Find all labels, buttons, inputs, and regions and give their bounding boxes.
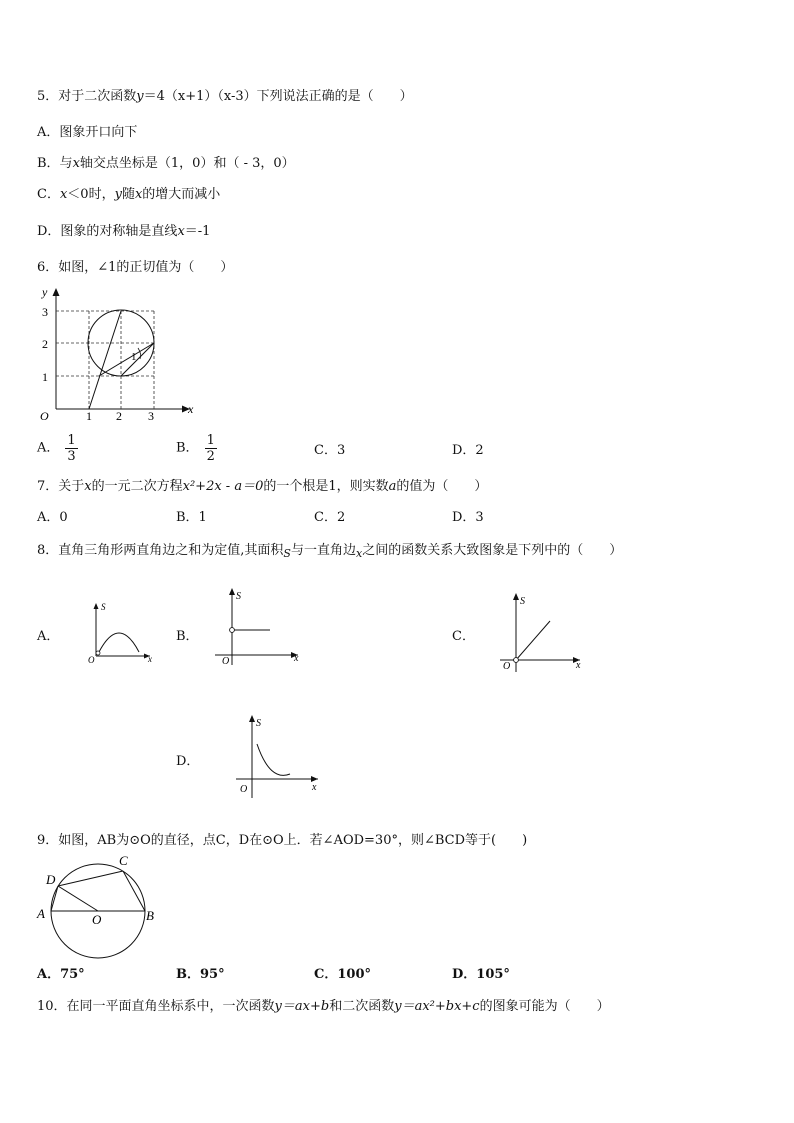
- q8-stem-text2: 与一直角边: [290, 543, 356, 558]
- q9-segment-od: [58, 886, 98, 911]
- q6-option-a-denominator: 3: [67, 449, 76, 464]
- q8-c-o-label: O: [503, 661, 511, 672]
- q8-a-curve: [99, 633, 139, 652]
- q6-option-b-fraction: [205, 433, 217, 464]
- q6-option-b[interactable]: [176, 433, 217, 464]
- q5-option-d-rest: ＝-1: [184, 224, 211, 239]
- q8-option-c[interactable]: C．: [452, 629, 475, 644]
- q5-option-b-text: B．与: [37, 156, 73, 171]
- q8-graph-d: [232, 712, 324, 802]
- q6-line-chord: [89, 311, 121, 409]
- q8-d-o-label: O: [240, 784, 248, 795]
- q8-option-d[interactable]: D．: [176, 754, 200, 769]
- q8-c-x-label: x: [576, 660, 581, 671]
- q8-a-o-label: O: [88, 655, 95, 665]
- q5-option-d-text: D．图象的对称轴是直线: [37, 224, 178, 239]
- q5-option-c-var2: y: [114, 187, 122, 202]
- q8-a-s-label: S: [101, 602, 106, 612]
- q5-option-c-var3: x: [134, 187, 143, 202]
- q6-tick-y1: 1: [42, 370, 48, 384]
- q6-option-a-numerator: 1: [67, 433, 76, 448]
- q7-stem-text2: 的一元二次方程: [91, 479, 183, 494]
- q6-origin-label: O: [40, 409, 49, 423]
- q9-label-d: D: [46, 872, 56, 887]
- q7-var-a: a: [388, 479, 397, 494]
- q6-y-label: y: [42, 285, 48, 299]
- q7-option-b[interactable]: B．1: [176, 510, 207, 525]
- q8-d-x-label: x: [312, 782, 317, 793]
- q9-option-a[interactable]: A．75°: [37, 967, 85, 982]
- q5-option-c-label: C．: [37, 187, 60, 202]
- q5-fn-var: y: [136, 89, 144, 104]
- q5-stem: [37, 89, 413, 105]
- q5-option-a[interactable]: A．图象开口向下: [37, 125, 138, 140]
- q6-option-d[interactable]: D．2: [452, 443, 484, 458]
- q6-tick-x3: 3: [148, 409, 154, 423]
- q9-option-c[interactable]: C．100°: [314, 967, 371, 982]
- q8-b-s-label: S: [236, 591, 241, 602]
- q5-option-c[interactable]: [37, 187, 220, 203]
- q9-segment-cb: [123, 871, 145, 911]
- q7-stem-text3: 的一个根是1，则实数: [263, 479, 389, 494]
- q8-stem-text1: 8．直角三角形两直角边之和为定值,其面积: [37, 543, 284, 558]
- q8-c-line: [516, 621, 550, 660]
- q5-option-c-text3: 的增大而减小: [142, 187, 221, 202]
- q5-fn-expr: ＝4（x+1）（x-3）下列说法正确的是（ ）: [143, 89, 413, 104]
- q9-stem: 9．如图，AB为⊙O的直径，点C，D在⊙O上．若∠AOD=30°，则∠BCD等于( ): [37, 833, 528, 848]
- q6-figure: [30, 282, 200, 427]
- q8-stem: [37, 543, 622, 562]
- q9-label-b: B: [146, 908, 154, 923]
- q5-stem-text: 5．对于二次函数: [37, 89, 137, 104]
- q10-stem: [37, 999, 610, 1015]
- q8-d-curve: [257, 744, 290, 775]
- q6-tick-y3: 3: [42, 305, 48, 319]
- q10-linear-fn: y＝ax+b: [274, 999, 330, 1014]
- q8-graph-b: [212, 585, 304, 670]
- q8-a-x-label: x: [148, 654, 152, 664]
- q5-option-d-var: x: [177, 224, 185, 239]
- q6-option-b-label: B．: [176, 440, 199, 456]
- q9-label-o: O: [92, 912, 102, 927]
- q6-tick-x1: 1: [86, 409, 92, 423]
- q6-tick-y2: 2: [42, 337, 48, 351]
- q5-option-b-var: x: [72, 156, 80, 171]
- q6-x-label: x: [188, 402, 194, 416]
- q10-quadratic-fn: y＝ax²+bx+c: [394, 999, 480, 1014]
- q8-var-s: S: [283, 547, 291, 560]
- q9-option-d[interactable]: D．105°: [452, 967, 510, 982]
- q6-option-b-denominator: 2: [206, 449, 215, 464]
- q6-stem: 6．如图，∠1的正切值为（ ）: [37, 260, 234, 275]
- q8-c-s-label: S: [520, 596, 525, 607]
- q8-d-s-label: S: [256, 718, 261, 729]
- q5-option-b-rest: 轴交点坐标是（1，0）和（ - 3，0）: [79, 156, 295, 171]
- q5-option-c-text2: 随: [121, 187, 135, 202]
- q6-y-arrow-icon: [53, 288, 60, 296]
- q7-stem-text1: 7．关于: [37, 479, 85, 494]
- q8-b-x-label: x: [294, 653, 299, 664]
- q7-var-x: x: [84, 479, 92, 494]
- q6-option-b-numerator: 1: [206, 433, 215, 448]
- q6-option-a[interactable]: [37, 433, 78, 464]
- q10-stem-text1: 10．在同一平面直角坐标系中，一次函数: [37, 999, 275, 1014]
- q6-angle-label: 1: [131, 351, 137, 363]
- q8-option-b[interactable]: B．: [176, 629, 199, 644]
- q9-label-c: C: [119, 853, 128, 868]
- q9-option-b[interactable]: B．95°: [176, 967, 225, 982]
- q7-equation: x²+2x - a＝0: [182, 479, 264, 494]
- q9-figure: [34, 852, 164, 964]
- q7-stem-text4: 的值为（ ）: [396, 479, 488, 494]
- q9-label-a: A: [37, 906, 45, 921]
- q7-option-d[interactable]: D．3: [452, 510, 484, 525]
- q9-segment-dc: [58, 871, 123, 886]
- q10-stem-text3: 的图象可能为（ ）: [479, 999, 610, 1014]
- q10-stem-text2: 和二次函数: [329, 999, 395, 1014]
- q7-stem: [37, 479, 487, 495]
- q6-option-a-fraction: [65, 433, 77, 464]
- q6-tick-x2: 2: [116, 409, 122, 423]
- q8-graph-c: [496, 590, 588, 675]
- q7-option-c[interactable]: C．2: [314, 510, 346, 525]
- q5-option-d[interactable]: [37, 224, 210, 240]
- q8-var-x: x: [355, 547, 363, 560]
- q5-option-c-text1: ＜0时，: [67, 187, 115, 202]
- q5-option-b[interactable]: [37, 156, 295, 172]
- q8-b-o-label: O: [222, 656, 230, 667]
- q9-segment-ad: [51, 886, 58, 911]
- q6-option-c[interactable]: C．3: [314, 443, 346, 458]
- q8-option-a[interactable]: A．: [37, 629, 60, 644]
- q8-graph-a: [86, 600, 158, 672]
- q5-option-c-var: x: [59, 187, 68, 202]
- q8-stem-text3: 之间的函数关系大致图象是下列中的（ ）: [362, 543, 623, 558]
- q6-option-a-label: A．: [37, 440, 60, 456]
- q7-option-a[interactable]: A．0: [37, 510, 68, 525]
